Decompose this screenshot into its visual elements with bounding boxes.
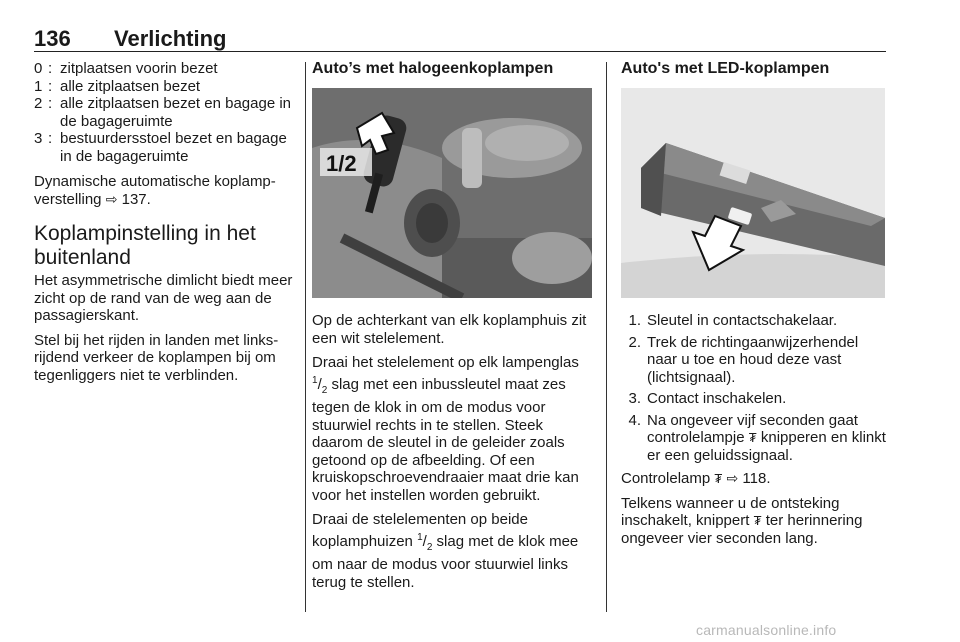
- list-item: 3. Contact inschakelen.: [628, 390, 787, 407]
- indicator-stalk-illustration: [621, 88, 885, 298]
- section-heading: Koplampinstelling in het buitenland: [34, 222, 256, 269]
- legend-item: 3 : bestuurdersstoel bezet en bagage in de bagageruimte: [34, 130, 287, 165]
- led-stalk-figure: [621, 88, 885, 298]
- paragraph: Op de achterkant van elk koplamphuis zit een wit stelelement.: [312, 312, 587, 347]
- page-ref-link[interactable]: 137.: [121, 190, 151, 208]
- fraction-numerator: 1: [417, 531, 423, 543]
- control-lamp-icon: ₮: [748, 430, 757, 445]
- column-right: [621, 60, 889, 554]
- page-ref-link[interactable]: 118.: [742, 470, 771, 487]
- figure-label: 1/2: [326, 151, 357, 176]
- page-header: [34, 26, 886, 52]
- paragraph: Telkens wanneer u de ontsteking inschakelt, knippert ₮ ter herinnering ongeveer vier seconden lang.: [621, 494, 863, 547]
- fraction-denominator: 2: [426, 541, 433, 553]
- column-divider: [606, 62, 607, 612]
- paragraph: Draai het stelelement op elk lampenglas $^1/_2$ slag met een inbussleutel maat zes tegen de klok in om de modus voor stuurwiel rechts in te stellen. Steek daarom de sleutel in de geleider zoals getoond op de afbeelding. Of een kruiskopschroevendraaier maat drie kan voor het instellen worden gebruikt.: [312, 354, 579, 504]
- paragraph: Stel bij het rijden in landen met linksrijdend verkeer de koplampen bij om tegenliggers niet te verblinden.: [34, 331, 279, 384]
- section-heading: Auto's met LED-koplampen: [621, 60, 830, 77]
- control-lamp-icon: ₮: [753, 513, 762, 528]
- list-item: 2. Trek de richtingaanwijzerhendel naar u toe en houd deze vast (lichtsignaal).: [628, 333, 859, 386]
- column-middle: [312, 60, 592, 598]
- watermark: carmanualsonline.info: [696, 622, 837, 638]
- fraction-numerator: 1: [312, 374, 318, 386]
- page-ref-arrow-icon[interactable]: ⇨: [726, 470, 739, 486]
- halogen-headlamp-figure: [312, 88, 592, 298]
- section-heading: Auto’s met halogeenkoplampen: [312, 60, 554, 77]
- column-left: [34, 60, 300, 391]
- legend-item: 2 : alle zitplaatsen bezet en bagage in de bagageruimte: [34, 95, 292, 130]
- column-divider: [305, 62, 306, 612]
- control-lamp-paragraph: Controlelamp ₮ ⇨ 118.: [621, 470, 771, 487]
- control-lamp-icon: ₮: [714, 471, 723, 486]
- procedure-steps: [621, 312, 889, 464]
- page-ref-arrow-icon[interactable]: ⇨: [105, 190, 118, 207]
- dynamic-levelling-paragraph: Dynamische automatische koplampverstelling ⇨ 137.: [34, 173, 276, 208]
- paragraph: Draai de stelelementen op beide koplamphuizen $^1/_2$ slag met de klok mee om naar de modus voor stuurwiel links terug te stellen.: [312, 511, 579, 591]
- paragraph: Het asymmetrische dimlicht biedt meer zicht op de rand van de weg aan de passagierskant.: [34, 272, 293, 324]
- headlamp-adjuster-illustration: [312, 88, 592, 298]
- legend-item: 0 : zitplaatsen voorin bezet: [34, 60, 218, 77]
- list-item: 1. Sleutel in contactschakelaar.: [628, 312, 838, 329]
- page-number: 136: [34, 26, 71, 51]
- fraction-denominator: 2: [321, 384, 328, 396]
- list-item: 4. Na ongeveer vijf seconden gaat controlelampje ₮ knipperen en klinkt er een geluidssignaal.: [628, 411, 886, 464]
- chapter-title: Verlichting: [114, 26, 227, 51]
- occupancy-legend: [34, 60, 300, 165]
- legend-item: 1 : alle zitplaatsen bezet: [34, 77, 201, 95]
